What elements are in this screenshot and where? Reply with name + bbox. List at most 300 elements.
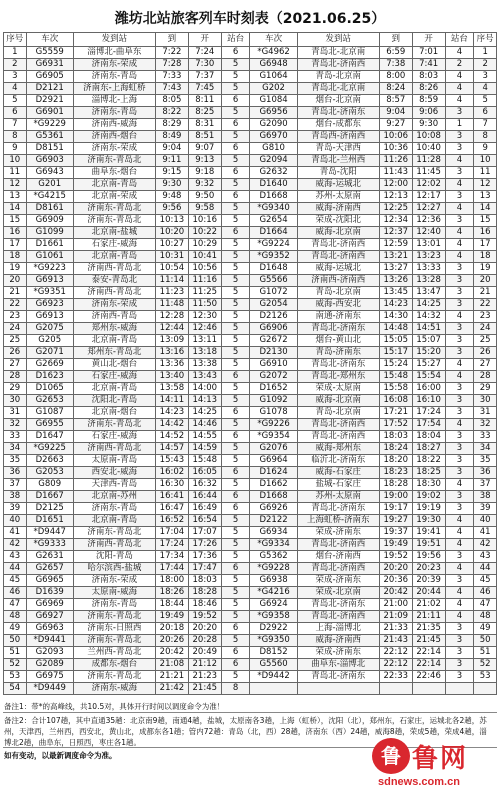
train-number-cell: G205 [26,335,73,347]
train-number-cell: G6901 [26,107,73,119]
route-cell: 青岛-北京南 [297,407,379,419]
row-number-cell: 15 [474,215,497,227]
platform-cell: 3 [445,131,474,143]
note-dispatch: 如有变动，以最新调度命令为准。 [4,751,117,760]
table-row [4,251,497,263]
arrival-time-cell: 9:27 [379,119,412,131]
departure-time-cell: 19:51 [412,539,445,551]
arrival-time-cell: 21:09 [379,611,412,623]
platform-cell: 3 [445,647,474,659]
route-cell: 泰安-青岛北 [73,275,155,287]
arrival-time-cell: 13:40 [155,371,188,383]
table-row [4,83,497,95]
route-cell: 济南东-日照西 [73,623,155,635]
row-number-cell: 41 [4,527,27,539]
table-row [4,491,497,503]
departure-time-cell: 15:27 [412,359,445,371]
route-cell: 太原南-威海 [73,587,155,599]
train-number-cell: G1084 [250,95,297,107]
route-cell: 济南东-青岛 [73,599,155,611]
row-number-cell: 42 [4,539,27,551]
train-number-cell: G1078 [250,407,297,419]
table-row [4,143,497,155]
train-number-cell: G6964 [250,455,297,467]
arrival-time-cell: 11:14 [155,275,188,287]
row-number-cell: 41 [474,527,497,539]
departure-time-cell: 9:58 [188,203,221,215]
departure-time-cell: 18:25 [412,467,445,479]
departure-time-cell: 17:36 [188,551,221,563]
route-cell: 成都东-烟台 [73,659,155,671]
arrival-time-cell: 19:49 [379,539,412,551]
departure-time-cell: 12:30 [188,311,221,323]
platform-cell: 4 [445,71,474,83]
departure-time-cell: 10:08 [412,131,445,143]
departure-time-cell: 18:30 [412,479,445,491]
train-number-cell: *G9334 [250,539,297,551]
departure-time-cell: 14:13 [188,395,221,407]
departure-time-cell: 13:23 [412,251,445,263]
route-cell: 青岛-天津西 [297,143,379,155]
row-number-cell: 35 [474,455,497,467]
departure-time-cell: 15:54 [412,371,445,383]
platform-cell: 5 [221,311,250,323]
row-number-cell: 30 [474,395,497,407]
row-number-cell: 44 [474,563,497,575]
arrival-time-cell: 17:04 [155,527,188,539]
train-number-cell: G5362 [250,551,297,563]
table-row [4,647,497,659]
arrival-time-cell: 6:59 [379,47,412,59]
departure-time-cell: 21:45 [412,635,445,647]
arrival-time-cell: 14:42 [155,419,188,431]
departure-time-cell: 17:26 [188,539,221,551]
column-header: 车次 [250,33,297,47]
route-cell: 北京南-青岛 [73,383,155,395]
departure-time-cell: 17:07 [188,527,221,539]
arrival-time-cell: 22:33 [379,671,412,683]
arrival-time-cell: 10:20 [155,227,188,239]
arrival-time-cell: 7:28 [155,59,188,71]
column-header: 发到站 [297,33,379,47]
train-number-cell: D8152 [250,647,297,659]
row-number-cell: 52 [4,659,27,671]
row-number-cell: 31 [4,407,27,419]
departure-time-cell: 13:11 [188,335,221,347]
route-cell [297,683,379,695]
arrival-time-cell: 14:11 [155,395,188,407]
train-number-cell: D2130 [250,347,297,359]
row-number-cell: 11 [474,167,497,179]
row-number-cell: 48 [474,611,497,623]
departure-time-cell: 10:16 [188,215,221,227]
platform-cell: 3 [445,491,474,503]
row-number-cell: 23 [474,311,497,323]
route-cell: 烟台-北京南 [297,95,379,107]
platform-cell: 3 [445,503,474,515]
row-number-cell: 43 [4,551,27,563]
arrival-time-cell: 18:00 [155,575,188,587]
table-row [4,467,497,479]
arrival-time-cell: 9:30 [155,179,188,191]
arrival-time-cell: 20:42 [155,647,188,659]
route-cell: 北京南-青岛 [73,251,155,263]
platform-cell: 3 [445,299,474,311]
route-cell: 石家庄-威海 [73,371,155,383]
row-number-cell [474,683,497,695]
arrival-time-cell: 10:36 [379,143,412,155]
departure-time-cell: 9:06 [412,107,445,119]
platform-cell: 5 [221,215,250,227]
sdnews-logo [372,736,492,788]
platform-cell: 4 [445,239,474,251]
platform-cell: 3 [445,287,474,299]
route-cell: 济南东-青岛 [73,503,155,515]
platform-cell: 5 [221,335,250,347]
row-number-cell: 38 [474,491,497,503]
route-cell: 青岛北-济南西 [297,419,379,431]
arrival-time-cell: 16:41 [155,491,188,503]
platform-cell: 8 [221,683,250,695]
table-row [4,383,497,395]
arrival-time-cell: 9:48 [155,191,188,203]
platform-cell: 5 [221,515,250,527]
platform-cell: 3 [445,323,474,335]
platform-cell: 4 [445,419,474,431]
platform-cell: 5 [221,239,250,251]
row-number-cell: 21 [474,287,497,299]
train-number-cell: D1668 [250,191,297,203]
train-number-cell: G6924 [250,599,297,611]
platform-cell: 6 [221,371,250,383]
train-number-cell: G202 [250,83,297,95]
train-number-cell: *D9441 [26,635,73,647]
departure-time-cell: 12:36 [412,215,445,227]
departure-time-cell: 15:07 [412,335,445,347]
row-number-cell: 21 [4,287,27,299]
departure-time-cell: 8:31 [188,119,221,131]
platform-cell: 4 [445,83,474,95]
platform-cell: 4 [445,155,474,167]
departure-time-cell: 17:47 [188,563,221,575]
platform-cell: 6 [221,563,250,575]
departure-time-cell: 15:20 [412,347,445,359]
arrival-time-cell: 22:12 [379,647,412,659]
train-number-cell: G6943 [26,167,73,179]
departure-time-cell: 21:45 [188,683,221,695]
route-cell: 青岛北-济南东 [297,671,379,683]
platform-cell: 3 [445,143,474,155]
row-number-cell: 10 [474,155,497,167]
train-number-cell: G2654 [250,215,297,227]
platform-cell: 3 [445,407,474,419]
route-cell: 青岛北-郑州东 [297,371,379,383]
column-header: 序号 [474,33,497,47]
route-cell: 济南东-威海 [73,683,155,695]
route-cell: 威海-济南西 [297,203,379,215]
platform-cell: 3 [445,659,474,671]
row-number-cell: 12 [474,179,497,191]
arrival-time-cell: 21:21 [155,671,188,683]
arrival-time-cell: 17:24 [155,539,188,551]
table-row [4,287,497,299]
platform-cell: 5 [221,455,250,467]
arrival-time-cell: 12:59 [379,239,412,251]
departure-time-cell: 18:04 [412,431,445,443]
route-cell: 烟台-成都东 [297,119,379,131]
row-number-cell: 30 [4,395,27,407]
arrival-time-cell: 21:42 [155,683,188,695]
logo-url: sdnews.com.cn [378,776,460,788]
arrival-time-cell: 16:52 [155,515,188,527]
platform-cell: 5 [221,299,250,311]
row-number-cell: 20 [4,275,27,287]
row-number-cell: 44 [4,563,27,575]
train-number-cell: *G9333 [26,539,73,551]
row-number-cell: 46 [474,587,497,599]
arrival-time-cell: 19:17 [379,503,412,515]
row-number-cell: 8 [474,131,497,143]
train-number-cell: *G9226 [250,419,297,431]
train-number-cell: *G9352 [250,251,297,263]
route-cell: 济南东-青岛 [73,71,155,83]
route-cell: 济南东-荣成 [73,299,155,311]
train-number-cell: G1064 [250,71,297,83]
route-cell: 荣成-太原南 [297,383,379,395]
route-cell: 济南东-青岛 [73,107,155,119]
arrival-time-cell: 9:04 [155,143,188,155]
platform-cell: 5 [221,551,250,563]
route-cell: 北京南-青岛 [73,179,155,191]
platform-cell: 6 [221,47,250,59]
platform-cell: 3 [445,395,474,407]
platform-cell: 3 [445,467,474,479]
platform-cell: 5 [221,287,250,299]
table-row [4,239,497,251]
table-row [4,683,497,695]
row-number-cell: 25 [4,335,27,347]
table-row [4,107,497,119]
departure-time-cell: 12:17 [412,191,445,203]
train-number-cell: *G9340 [250,203,297,215]
table-row [4,407,497,419]
arrival-time-cell: 21:00 [379,599,412,611]
train-number-cell: G6963 [26,623,73,635]
route-cell: 青岛北-济南西 [297,239,379,251]
row-number-cell: 6 [474,107,497,119]
arrival-time-cell: 18:28 [379,479,412,491]
row-number-cell: 8 [4,131,27,143]
departure-time-cell: 9:07 [188,143,221,155]
train-number-cell: G1061 [26,251,73,263]
platform-cell: 1 [445,119,474,131]
row-number-cell: 48 [4,611,27,623]
route-cell: 青岛北-济南东 [297,323,379,335]
table-row [4,179,497,191]
table-row [4,659,497,671]
departure-time-cell: 14:32 [412,311,445,323]
train-number-cell: *G9354 [250,431,297,443]
train-number-cell: D1664 [250,227,297,239]
row-number-cell: 4 [474,83,497,95]
arrival-time-cell: 17:52 [379,419,412,431]
row-number-cell: 14 [4,203,27,215]
row-number-cell: 24 [474,323,497,335]
row-number-cell: 45 [4,575,27,587]
arrival-time-cell: 7:38 [379,59,412,71]
arrival-time-cell: 14:23 [379,299,412,311]
route-cell: 济南西-威海 [73,119,155,131]
route-cell: 烟台-黄山北 [297,335,379,347]
train-number-cell: D2126 [250,311,297,323]
logo-badge: 鲁 [372,738,410,774]
arrival-time-cell: 11:48 [155,299,188,311]
train-number-cell: G810 [250,143,297,155]
platform-cell: 5 [221,107,250,119]
departure-time-cell: 16:00 [412,383,445,395]
arrival-time-cell: 18:03 [379,431,412,443]
train-number-cell: G2071 [26,347,73,359]
row-number-cell: 40 [4,515,27,527]
platform-cell: 3 [445,575,474,587]
departure-time-cell: 20:39 [412,575,445,587]
row-number-cell: 16 [474,227,497,239]
route-cell: 黄山北-烟台 [73,359,155,371]
row-number-cell: 16 [4,227,27,239]
arrival-time-cell: 21:43 [379,635,412,647]
departure-time-cell: 13:43 [188,371,221,383]
train-number-cell: G6975 [26,671,73,683]
train-number-cell: D2922 [250,623,297,635]
row-number-cell: 9 [474,143,497,155]
train-number-cell: D1640 [250,179,297,191]
table-row [4,611,497,623]
departure-time-cell: 7:41 [412,59,445,71]
route-cell: 青岛-沈阳 [297,167,379,179]
table-row [4,371,497,383]
arrival-time-cell: 10:54 [155,263,188,275]
arrival-time-cell: 14:23 [155,407,188,419]
route-cell: 青岛北-北京南 [297,83,379,95]
arrival-time-cell: 13:36 [155,359,188,371]
train-number-cell: G2053 [26,467,73,479]
departure-time-cell: 17:24 [412,407,445,419]
platform-cell: 3 [445,431,474,443]
platform-cell: 6 [221,431,250,443]
departure-time-cell: 20:23 [412,563,445,575]
train-number-cell: G6910 [250,359,297,371]
table-row [4,479,497,491]
route-cell: 济南东-荣成 [73,143,155,155]
route-cell: 兰州西-青岛北 [73,647,155,659]
row-number-cell: 2 [4,59,27,71]
arrival-time-cell: 8:05 [155,95,188,107]
train-number-cell: G2089 [26,659,73,671]
route-cell: 临沂北-济南东 [297,455,379,467]
platform-cell: 4 [445,563,474,575]
arrival-time-cell: 18:26 [155,587,188,599]
platform-cell: 5 [221,71,250,83]
departure-time-cell: 21:11 [412,611,445,623]
train-number-cell: G6903 [26,155,73,167]
row-number-cell: 12 [4,179,27,191]
train-number-cell: D1647 [26,431,73,443]
arrival-time-cell: 19:27 [379,515,412,527]
row-number-cell: 49 [474,623,497,635]
departure-time-cell: 10:22 [188,227,221,239]
table-row [4,275,497,287]
arrival-time-cell: 12:37 [379,227,412,239]
route-cell: 济南东-上海虹桥 [73,83,155,95]
table-row [4,671,497,683]
departure-time-cell: 14:25 [412,299,445,311]
arrival-time-cell: 12:44 [155,323,188,335]
row-number-cell: 27 [474,359,497,371]
platform-cell: 4 [445,95,474,107]
arrival-time-cell: 9:15 [155,167,188,179]
route-cell: 青岛-北京南 [297,287,379,299]
train-number-cell: *G4962 [250,47,297,59]
departure-time-cell: 8:26 [412,83,445,95]
table-row [4,431,497,443]
departure-time-cell: 13:47 [412,287,445,299]
train-number-cell: D1065 [26,383,73,395]
train-number-cell: G6913 [26,311,73,323]
route-cell: 济南东-青岛北 [73,527,155,539]
row-number-cell: 28 [474,371,497,383]
route-cell: 青岛北-济南东 [297,107,379,119]
platform-cell: 3 [445,551,474,563]
departure-time-cell: 21:02 [412,599,445,611]
departure-time-cell: 21:23 [188,671,221,683]
row-number-cell: 38 [4,491,27,503]
departure-time-cell: 14:55 [188,431,221,443]
arrival-time-cell: 13:45 [379,287,412,299]
row-number-cell: 26 [4,347,27,359]
route-cell: 南通-济南东 [297,311,379,323]
train-number-cell: G6948 [250,59,297,71]
table-row [4,167,497,179]
train-number-cell: *G9229 [26,119,73,131]
departure-time-cell: 10:56 [188,263,221,275]
platform-cell: 5 [221,131,250,143]
departure-time-cell: 12:46 [188,323,221,335]
departure-time-cell: 11:28 [412,155,445,167]
table-row [4,203,497,215]
departure-time-cell: 18:22 [412,455,445,467]
row-number-cell: 9 [4,143,27,155]
row-number-cell: 31 [474,407,497,419]
departure-time-cell: 10:41 [188,251,221,263]
departure-time-cell: 19:41 [412,527,445,539]
row-number-cell: 34 [4,443,27,455]
platform-cell: 5 [221,611,250,623]
row-number-cell: 10 [4,155,27,167]
row-number-cell: 32 [474,419,497,431]
arrival-time-cell: 7:33 [155,71,188,83]
platform-cell: 6 [221,119,250,131]
route-cell: 上海虹桥-济南东 [297,515,379,527]
platform-cell: 3 [445,275,474,287]
route-cell: 荣成-北京南 [297,587,379,599]
table-row [4,131,497,143]
platform-cell: 6 [221,467,250,479]
arrival-time-cell: 16:02 [155,467,188,479]
route-cell: 济南东-青岛北 [73,203,155,215]
route-cell: 威海-运城北 [297,179,379,191]
platform-cell: 4 [445,179,474,191]
departure-time-cell: 14:46 [188,419,221,431]
